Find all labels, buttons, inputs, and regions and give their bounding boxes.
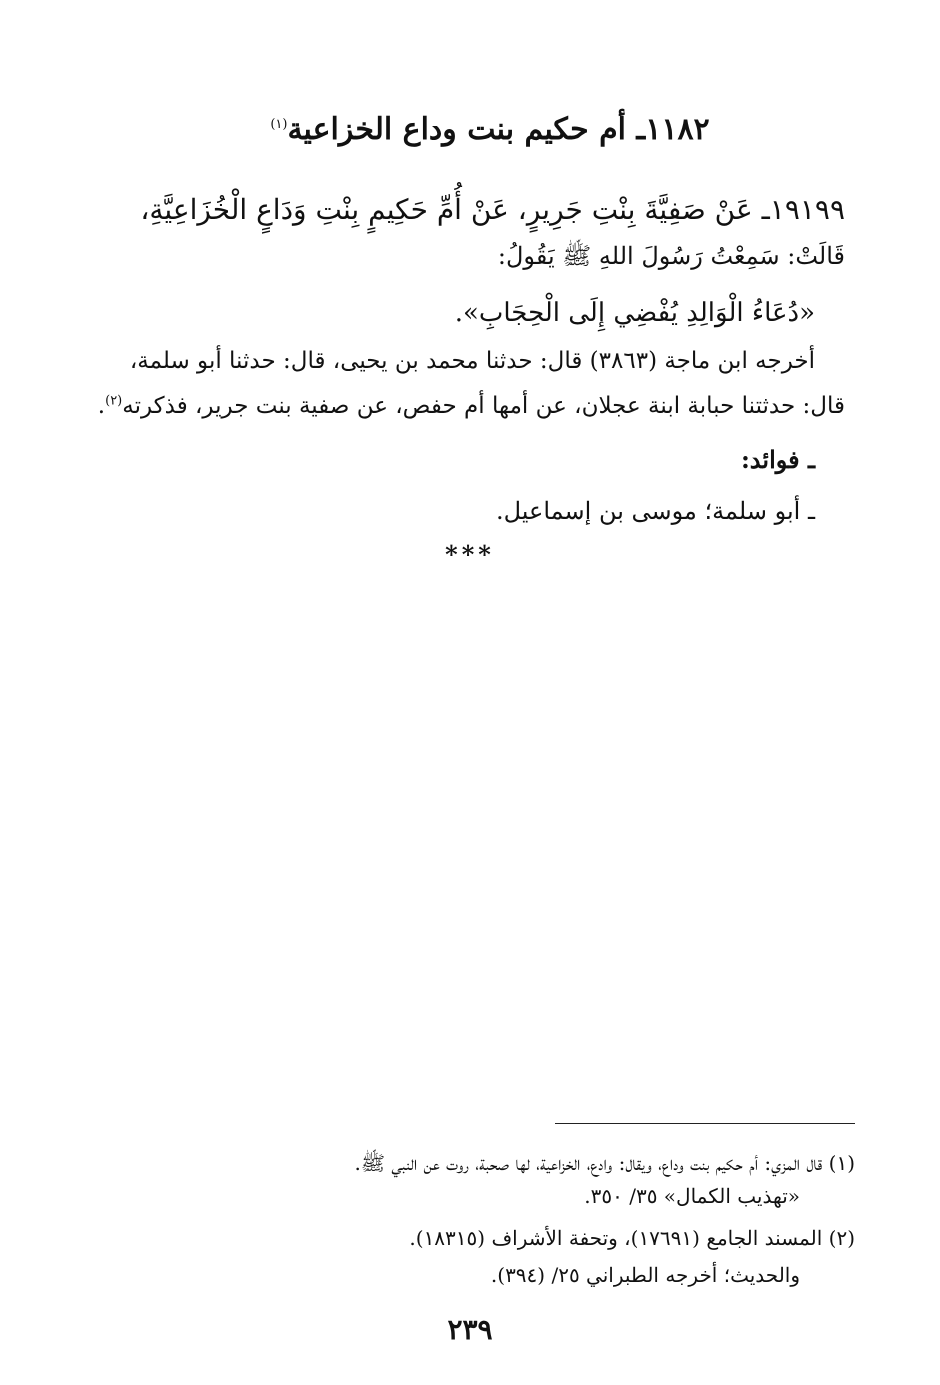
- page-number: ٢٣٩: [447, 1313, 493, 1346]
- footnote-2-line-1: (٢) المسند الجامع (١٧٦٩١)، وتحفة الأشراف (١٨٣١٥).: [409, 1226, 855, 1250]
- chapter-heading-text: ١١٨٢ـ أم حكيم بنت وداع الخزاعية: [287, 112, 710, 147]
- footnote-divider: [555, 1123, 855, 1124]
- footnote-2-line-2: والحديث؛ أخرجه الطبراني ٢٥/ (٣٩٤).: [490, 1263, 800, 1287]
- takhrij-line-1: أخرجه ابن ماجة (٣٨٦٣) قال: حدثنا محمد بن يحيى، قال: حدثنا أبو سلمة،: [129, 348, 815, 374]
- hadith-line-1: ١٩١٩٩ـ عَنْ صَفِيَّةَ بِنْتِ جَرِيرٍ، عَنْ أُمِّ حَكِيمٍ بِنْتِ وَدَاعٍ الْخُزَاعِيَّةِ،: [140, 193, 845, 226]
- footnote-1-line-2: «تهذيب الكمال» ٣٥/ ٣٥٠.: [584, 1184, 800, 1208]
- fawaid-item: ـ أبو سلمة؛ موسى بن إسماعيل.: [496, 497, 815, 525]
- footnote-1-line-1: (١) قال المزي: أم حكيم بنت وداع، ويقال: وادع، الخزاعية، لها صحبة، روت عن النبي ﷺ.: [354, 1151, 855, 1175]
- takhrij-end: .: [97, 393, 106, 419]
- hadith-quote: «دُعَاءُ الْوَالِدِ يُفْضِي إِلَى الْحِجَابِ».: [454, 298, 815, 328]
- heading-footnote-ref: (١): [270, 117, 288, 132]
- takhrij-line-2-text: قال: حدثتنا حبابة ابنة عجلان، عن أمها أم حفص، عن صفية بنت جرير، فذكرته: [122, 393, 845, 419]
- takhrij-line-2: [90, 390, 845, 422]
- section-separator: ***: [445, 540, 495, 569]
- hadith-line-2: قَالَتْ: سَمِعْتُ رَسُولَ اللهِ ﷺ يَقُولُ:: [497, 242, 845, 270]
- fawaid-heading: ـ فوائد:: [740, 445, 815, 474]
- takhrij-footnote-ref: (٢): [105, 393, 123, 409]
- chapter-heading: [160, 112, 820, 147]
